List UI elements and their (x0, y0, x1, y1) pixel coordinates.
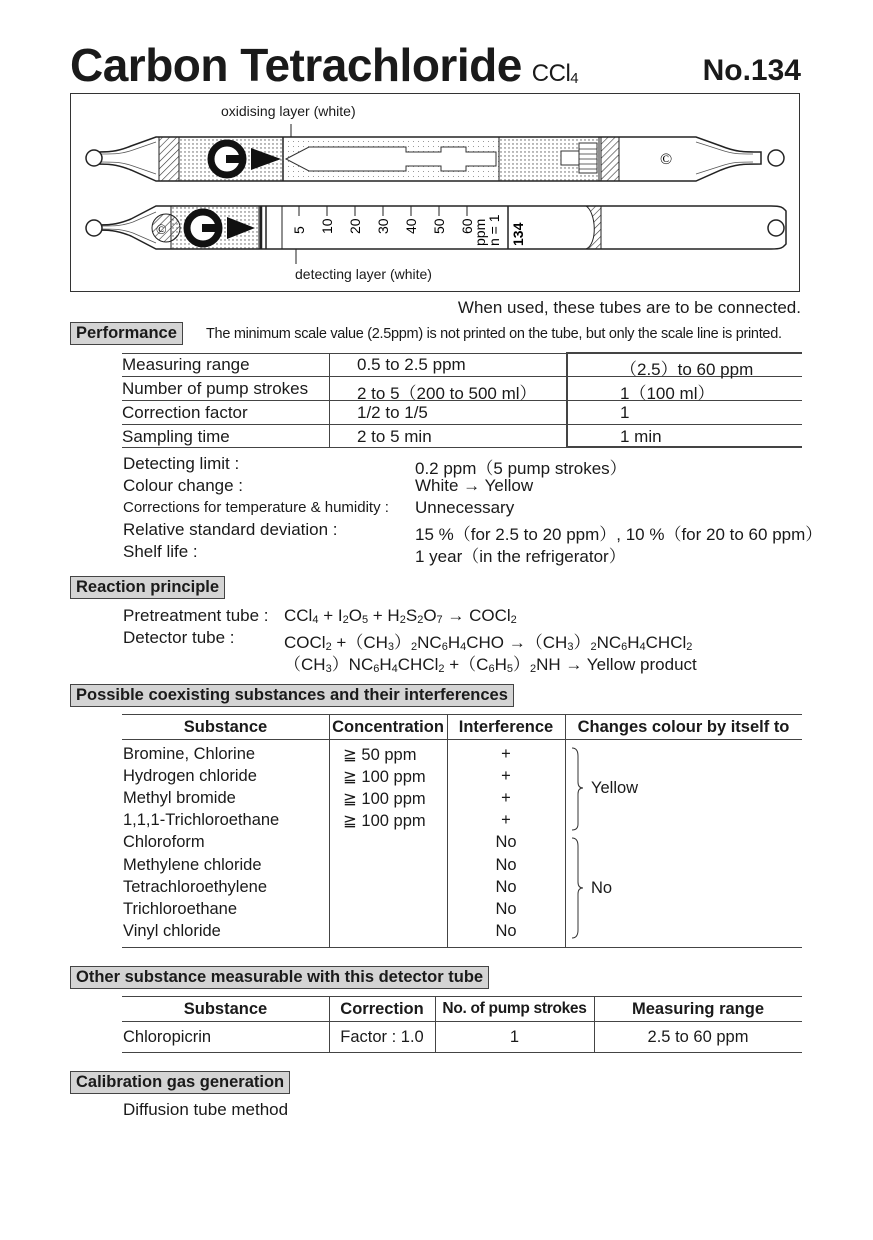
detector-equation-2: $(CH_3)NC_6H_4CHCl_2 +(C_6H_5)_2NH$ → Yellow product (284, 655, 697, 675)
interference-value: No (495, 877, 517, 896)
other-heading: Other substance measurable with this detector tube (70, 966, 489, 989)
spec-label: Colour change : (123, 476, 244, 495)
spec-value: 0.2 ppm（5 pump strokes） (415, 459, 627, 478)
scale-label: 40 (403, 218, 419, 234)
interference-substance: Methylene chloride (123, 855, 262, 874)
other-strokes: 1 (509, 1028, 520, 1046)
other-table (122, 996, 802, 1054)
interference-value: No (495, 921, 517, 940)
perf-row-range-b: 1 min (620, 427, 662, 446)
interference-value: No (495, 833, 517, 852)
other-col-range: Measuring range (631, 1000, 765, 1018)
interference-concentration: ≧ 100 ppm (343, 812, 426, 831)
perf-row-label: Correction factor (122, 403, 248, 422)
perf-row-range-a: 1/2 to 1/5 (357, 403, 428, 422)
interference-substance: Trichloroethane (123, 899, 238, 918)
interference-table (122, 714, 802, 949)
tube-figure (70, 93, 800, 292)
other-col-substance: Substance (183, 1000, 268, 1018)
interference-substance: Hydrogen chloride (123, 767, 257, 786)
interference-value: + (501, 811, 511, 830)
interference-substance: Bromine, Chlorine (123, 745, 256, 763)
other-substance: Chloropicrin (123, 1028, 212, 1046)
interference-concentration: ≧ 50 ppm (343, 746, 417, 764)
spec-label: Corrections for temperature & humidity : (123, 499, 389, 516)
spec-value: 15 %（for 2.5 to 20 ppm）, 10 %（for 20 to 60 ppm） (415, 525, 823, 544)
document-number: No.134 (702, 54, 801, 87)
interference-substance: Tetrachloroethylene (123, 877, 268, 896)
performance-note: The minimum scale value (2.5ppm) is not printed on the tube, but only the scale line is printed. (206, 326, 782, 342)
perf-row-label: Measuring range (122, 355, 250, 374)
perf-row-range-b: 1 (620, 403, 630, 422)
detector-label: Detector tube : (123, 628, 235, 647)
scale-strokes: n = 1 (486, 214, 502, 246)
calibration-method: Diffusion tube method (123, 1100, 289, 1119)
interference-value: No (495, 855, 517, 874)
perf-row-label: Number of pump strokes (122, 379, 309, 398)
other-col-strokes: No. of pump strokes (442, 1000, 587, 1017)
other-range: 2.5 to 60 ppm (647, 1028, 749, 1046)
copyright-icon-2: © (156, 223, 167, 238)
reaction-heading: Reaction principle (70, 576, 225, 599)
page-title (70, 38, 578, 92)
scale-label: 10 (319, 218, 335, 234)
scale-tube-no: 134 (510, 222, 526, 246)
interference-substance: 1,1,1-Trichloroethane (123, 811, 280, 830)
scale-label: 30 (375, 218, 391, 234)
col-header-interference: Interference (458, 718, 554, 736)
spec-label: Relative standard deviation : (123, 520, 338, 539)
col-header-concentration: Concentration (332, 718, 444, 736)
spec-label: Shelf life : (123, 542, 198, 561)
scale-label: 20 (347, 218, 363, 234)
brace-icons (570, 746, 586, 944)
interference-value: + (501, 789, 511, 808)
scale-label: 5 (291, 226, 307, 234)
perf-row-label: Sampling time (122, 427, 230, 446)
perf-row-range-a: 2 to 5 min (357, 427, 432, 446)
interference-heading: Possible coexisting substances and their interferences (70, 684, 514, 707)
interference-substance: Methyl bromide (123, 789, 236, 808)
interference-substance: Vinyl chloride (123, 921, 221, 940)
detector-tube (86, 206, 786, 249)
perf-row-range-a: 0.5 to 2.5 ppm (357, 355, 466, 374)
interference-concentration: ≧ 100 ppm (343, 768, 426, 787)
scale-label: 60 (459, 218, 475, 234)
perf-row-range-a: 2 to 5（200 to 500 ml） (357, 384, 537, 403)
pretreatment-tube (86, 137, 784, 181)
other-col-correction: Correction (340, 1000, 424, 1018)
scale-label: 50 (431, 218, 447, 234)
spec-label: Detecting limit : (123, 454, 240, 473)
title-text: Carbon Tetrachloride (70, 39, 522, 91)
detector-equation-1: COCl$_2$ $+(CH_3)_2NC_6H_4CHO$ $\to(CH_3)_2NC_6H_4CHCl_2$ (284, 633, 693, 653)
title-formula: CCl$_4$ (531, 60, 579, 87)
spec-value: 1 year（in the refrigerator） (415, 547, 626, 566)
other-correction: Factor : 1.0 (340, 1028, 424, 1046)
colour-group-no: No (591, 879, 613, 897)
interference-value: + (501, 745, 511, 763)
detecting-layer-label: detecting layer (white) (295, 266, 432, 282)
spec-value: White → Yellow (415, 476, 534, 495)
perf-row-range-b: 1（100 ml） (620, 384, 715, 403)
pretreatment-label: Pretreatment tube : (123, 606, 269, 625)
tube-diagram (71, 94, 798, 290)
spec-value: Unnecessary (415, 498, 515, 517)
scale-unit: ppm (472, 218, 488, 246)
colour-group-yellow: Yellow (591, 779, 639, 797)
col-header-substance: Substance (183, 718, 268, 736)
calibration-heading: Calibration gas generation (70, 1071, 290, 1094)
specs-list (123, 454, 823, 566)
performance-table (122, 352, 802, 448)
connect-note: When used, these tubes are to be connected. (457, 298, 801, 317)
col-header-changes-colour: Changes colour by itself to (577, 718, 790, 736)
interference-value: No (495, 899, 517, 918)
performance-heading: Performance (70, 322, 183, 345)
copyright-icon: © (660, 151, 673, 168)
oxidising-layer-label: oxidising layer (white) (221, 103, 356, 119)
pretreatment-equation: $CCl_4 + I_2O_5 + H_2S_2O_7$ → COCl$_2$ (284, 606, 517, 626)
perf-row-range-b: （2.5）to 60 ppm (620, 360, 754, 379)
interference-concentration: ≧ 100 ppm (343, 790, 426, 809)
interference-value: + (501, 767, 511, 786)
interference-substance: Chloroform (123, 833, 205, 852)
